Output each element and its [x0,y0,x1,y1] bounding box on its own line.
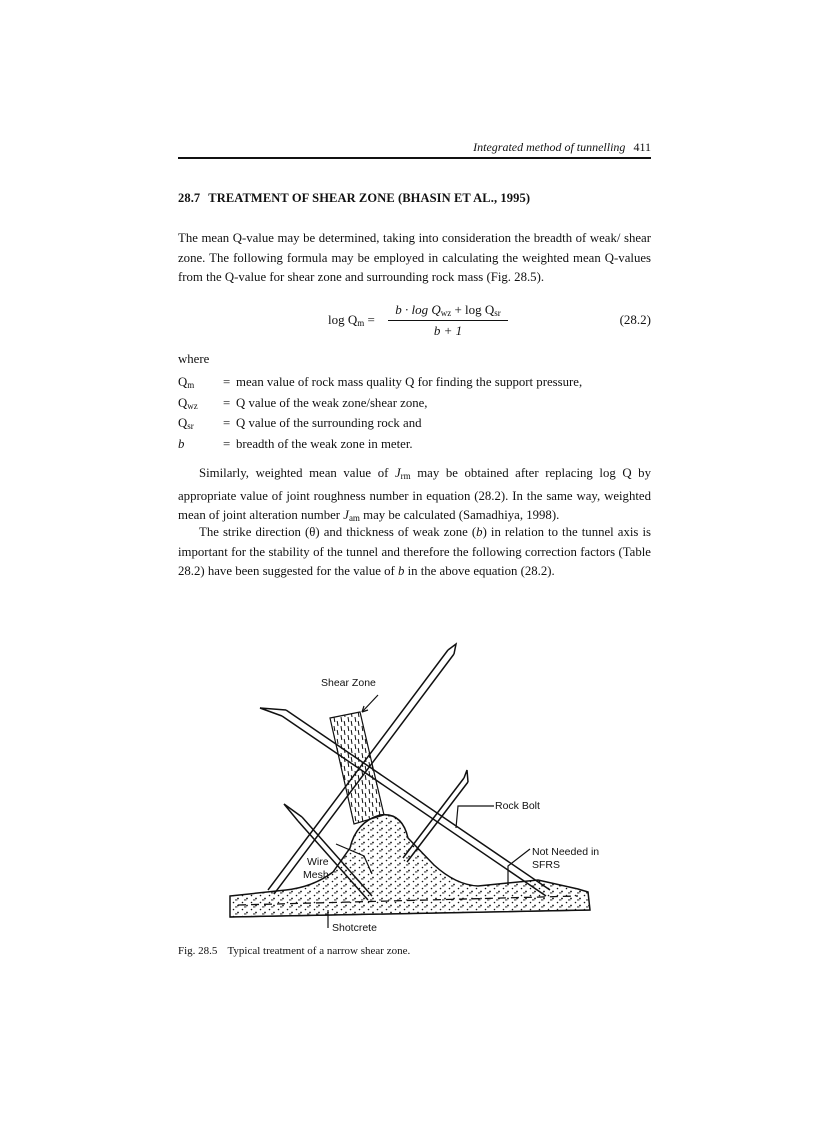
definitions-list [178,375,651,457]
paragraph-joint-numbers: Similarly, weighted mean value of $J_{rm}$ may be obtained after replacing log Q by appropriate value of joint roughness number in equation (28.2). In the same way, weighted mean of joint alteration number $J_{am}$ may be calculated (Samadhiya, 1998). [178,466,651,523]
equation-28-2 [178,302,651,342]
label-not-needed: Not Needed in SFRS [532,846,600,871]
page-number: 411 [633,140,651,154]
paragraph-strike-direction: The strike direction (θ) and thickness of weak zone (b) in relation to the tunnel axis is important for the stability of the tunnel and therefore the following correction factors (Table 28.2) have been suggested for the value of b in the above equation (28.2). [178,525,652,578]
definition-row: $Q_{sr}$ = Q value of the surrounding rock and [178,416,422,431]
definition-symbol: $Q_m$ [178,375,195,390]
label-rock-bolt: Rock Bolt [495,800,540,812]
equation-numerator: $b \cdot \log Q_{wz} + \log Q_{sr}$ [388,302,508,321]
where-label: where [178,352,210,366]
definition-row: b = breadth of the weak zone in meter. [178,436,413,451]
definition-symbol: $Q_{sr}$ [178,416,194,431]
label-shear-zone: Shear Zone [321,677,376,689]
figure-number: Fig. 28.5 [178,945,218,957]
shear-zone-diagram [178,600,651,950]
figure-caption-text: Typical treatment of a narrow shear zone. [227,945,411,957]
running-head [178,140,651,155]
label-wire-mesh: Wire Mesh [303,856,329,881]
definition-row: $Q_{wz}$ = Q value of the weak zone/shear zone, [178,395,428,411]
section-heading [178,191,530,206]
definition-symbol: $Q_{wz}$ [178,395,198,411]
paragraph-intro: The mean Q-value may be determined, taking into consideration the breadth of weak/ shear zone. The following formula may be employed in calculating the weighted mean Q-values from the Q-value for shear zone and surrounding rock mass (Fig. 28.5). [178,231,651,284]
section-number: 28.7 [178,191,201,205]
running-head-title: Integrated method of tunnelling [473,140,626,154]
equation-number: (28.2) [619,312,651,327]
definition-symbol: b [178,436,185,451]
header-rule [178,157,651,159]
figure-caption [178,945,410,957]
definition-text: Q value of the surrounding rock and [236,416,422,430]
definition-row: $Q_m$ = mean value of rock mass quality Q for finding the support pressure, [178,375,583,390]
equation-fraction [388,302,508,339]
figure-shear-zone [178,600,651,950]
equation-denominator: b + 1 [433,323,463,338]
label-shotcrete: Shotcrete [332,922,377,934]
definition-text: Q value of the weak zone/shear zone, [236,395,428,410]
section-title: TREATMENT OF SHEAR ZONE (BHASIN ET AL., 1995) [208,191,531,205]
definition-text: mean value of rock mass quality Q for finding the support pressure, [236,375,583,389]
definition-text: breadth of the weak zone in meter. [236,436,413,451]
equation-lhs: $\log Q_m$ = [328,312,375,328]
